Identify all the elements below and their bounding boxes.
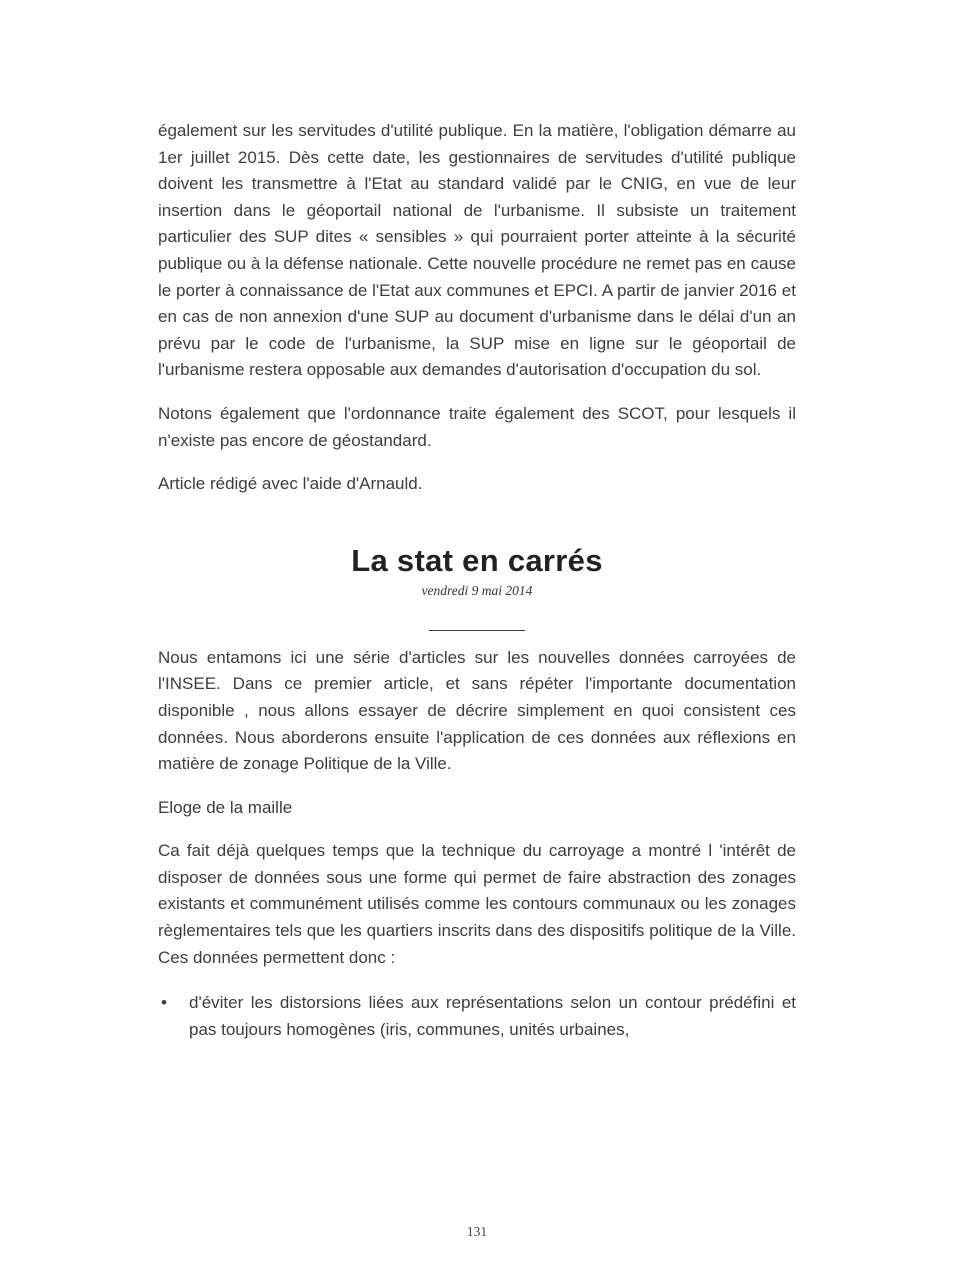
- section-divider: [429, 630, 525, 631]
- paragraph-maille: Ca fait déjà quelques temps que la technique du carroyage a montré l 'intérêt de disposer de données sous une forme qui permet de faire abstraction des zonages existants et communément utilisés comme les contours communaux ou les zonages règlementaires tels que les quartiers inscrits dans des dispositifs politique de la Ville. Ces données permettent donc :: [158, 841, 796, 967]
- page-number: 131: [466, 1224, 488, 1239]
- section-subheading: Eloge de la maille: [158, 797, 293, 817]
- bullet-marker-icon: •: [161, 993, 167, 1013]
- bullet-item: [158, 990, 796, 1043]
- bullet-text: d'éviter les distorsions liées aux représentations selon un contour prédéfini et pas toujours homogènes (iris, communes, unités urbaines,: [189, 993, 796, 1039]
- paragraph-scot: Notons également que l'ordonnance traite également des SCOT, pour lesquels il n'existe pas encore de géostandard.: [158, 403, 796, 450]
- page-content: [158, 118, 796, 1053]
- article-date: vendredi 9 mai 2014: [421, 582, 533, 598]
- paragraph-servitudes: également sur les servitudes d'utilité publique. En la matière, l'obligation démarre au 1er juillet 2015. Dès cette date, les gestionnaires de servitudes d'utilité publique doivent les transmettre à l'Etat au standard validé par le CNIG, en vue de leur insertion dans le géoportail national de l'urbanisme. Il subsiste un traitement particulier des SUP dites « sensibles » qui pourraient porter atteinte à la sécurité publique ou à la défense nationale. Cette nouvelle procédure ne remet pas en cause le porter à connaissance de l'Etat aux communes et EPCI. A partir de janvier 2016 et en cas de non annexion d'une SUP au document d'urbanisme dans le délai d'un an prévu par le code de l'urbanisme, la SUP mise en ligne sur le géoportail de l'urbanisme restera opposable aux demandes d'autorisation d'occupation du sol.: [158, 121, 796, 380]
- article-title: La stat en carrés: [351, 542, 603, 578]
- bullet-list: [158, 990, 796, 1043]
- paragraph-intro: Nous entamons ici une série d'articles sur les nouvelles données carroyées de l'INSEE. Dans ce premier article, et sans répéter l'importante documentation disponible , nous allons essayer de décrire simplement en quoi consistent ces données. Nous aborderons ensuite l'application de ces données aux réflexions en matière de zonage Politique de la Ville.: [158, 647, 796, 774]
- paragraph-credit: Article rédigé avec l'aide d'Arnauld.: [158, 474, 423, 494]
